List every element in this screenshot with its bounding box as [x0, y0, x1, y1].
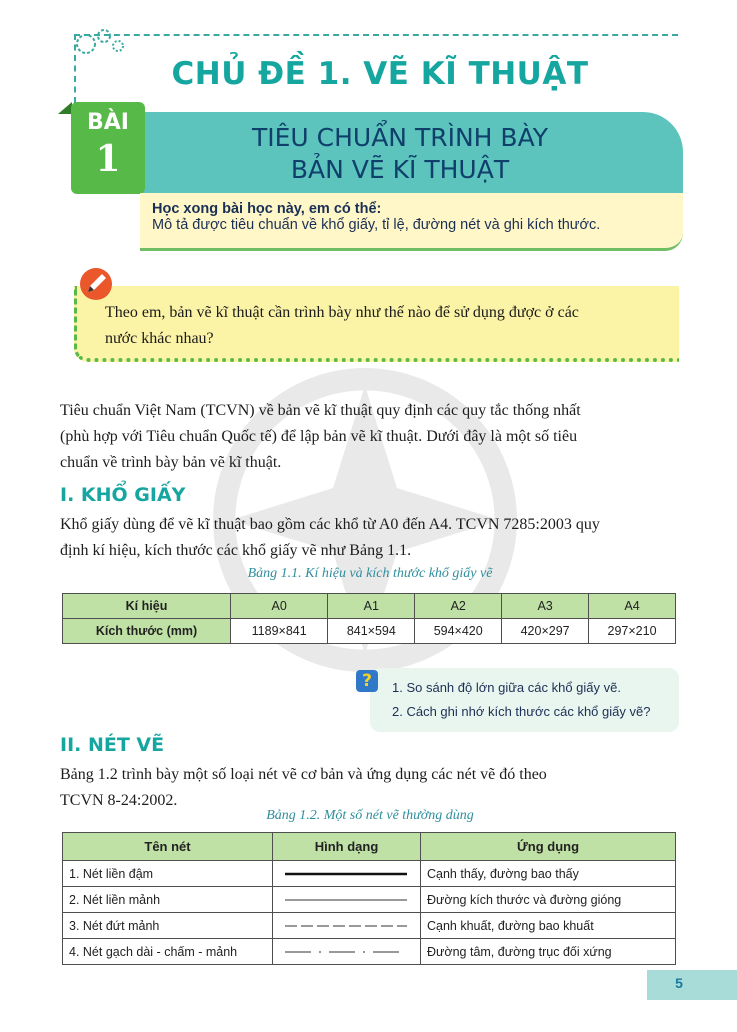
objectives-text: Mô tả được tiêu chuẩn về khổ giấy, tỉ lệ, đường nét và ghi kích thước.: [152, 217, 601, 233]
lesson-number: 1: [95, 138, 121, 180]
table-cell: 1189×841: [231, 619, 328, 644]
question-box: [74, 286, 679, 362]
objectives-heading: Học xong bài học này, em có thể:: [152, 201, 382, 217]
solid-thick-line-icon: [283, 870, 409, 878]
paper-size-table: [62, 593, 676, 644]
line-name: 4. Nét gạch dài - chấm - mảnh: [63, 939, 273, 965]
line-usage: Cạnh khuất, đường bao khuất: [421, 913, 676, 939]
lesson-title-line2: BẢN VẼ KĨ THUẬT: [290, 155, 510, 184]
discussion-questions-box: [370, 668, 679, 732]
table-cell: A0: [231, 594, 328, 619]
line-shape: [273, 887, 421, 913]
dash-dot-thin-line-icon: [283, 948, 409, 956]
table-row: [63, 619, 676, 644]
table-cell: 297×210: [589, 619, 676, 644]
line-name: 2. Nét liền mảnh: [63, 887, 273, 913]
section2-paragraph: [60, 762, 680, 814]
table-cell: A1: [328, 594, 415, 619]
intro-line2: (phù hợp với Tiêu chuẩn Quốc tế) để lập bản vẽ kĩ thuật. Dưới đây là một số tiêu: [60, 428, 578, 445]
table-cell: A2: [415, 594, 502, 619]
section2-line1: Bảng 1.2 trình bày một số loại nét vẽ cơ bản và ứng dụng các nét vẽ đó theo: [60, 766, 547, 783]
table2-caption: Bảng 1.2. Một số nét vẽ thường dùng: [266, 808, 474, 823]
line-name: 1. Nét liền đậm: [63, 861, 273, 887]
question-line1: Theo em, bản vẽ kĩ thuật cần trình bày như thế nào để sử dụng được ở các: [105, 304, 579, 321]
line-shape: [273, 913, 421, 939]
objectives-box: [140, 193, 683, 251]
table1-caption: Bảng 1.1. Kí hiệu và kích thước khổ giấy vẽ: [247, 566, 493, 581]
table-cell: 420×297: [502, 619, 589, 644]
table-header-row: [63, 833, 676, 861]
column-header: Hình dạng: [273, 833, 421, 861]
discussion-question-1: 1. So sánh độ lớn giữa các khổ giấy vẽ.: [392, 680, 621, 695]
line-shape: [273, 939, 421, 965]
table-cell: Kích thước (mm): [63, 619, 231, 644]
table-row: [63, 861, 676, 887]
line-types-table: [62, 832, 676, 965]
section1-line2: định kí hiệu, kích thước các khổ giấy vẽ như Bảng 1.1.: [60, 542, 412, 559]
pencil-icon: [78, 266, 114, 302]
dashed-thin-line-icon: [283, 922, 409, 930]
table-row: [63, 939, 676, 965]
question-mark-icon: ?: [356, 670, 378, 692]
intro-line1: Tiêu chuẩn Việt Nam (TCVN) về bản vẽ kĩ thuật quy định các quy tắc thống nhất: [60, 402, 581, 419]
column-header: Tên nét: [63, 833, 273, 861]
chapter-title: CHỦ ĐỀ 1. VẼ KĨ THUẬT: [171, 56, 589, 92]
line-usage: Đường kích thước và đường gióng: [421, 887, 676, 913]
section1-paragraph: [60, 512, 680, 564]
line-usage: Cạnh thấy, đường bao thấy: [421, 861, 676, 887]
lesson-title: [150, 122, 650, 186]
table-row: [63, 913, 676, 939]
table-cell: Kí hiệu: [63, 594, 231, 619]
question-line2: nước khác nhau?: [105, 330, 214, 347]
page-number: 5: [675, 975, 683, 991]
table-cell: 594×420: [415, 619, 502, 644]
column-header: Ứng dụng: [421, 833, 676, 861]
lesson-title-line1: TIÊU CHUẨN TRÌNH BÀY: [251, 123, 549, 152]
discussion-question-2: 2. Cách ghi nhớ kích thước các khổ giấy vẽ?: [392, 704, 651, 719]
line-usage: Đường tâm, đường trục đối xứng: [421, 939, 676, 965]
section2-heading: II. NÉT VẼ: [60, 734, 165, 756]
line-name: 3. Nét đứt mảnh: [63, 913, 273, 939]
intro-paragraph: [60, 398, 680, 476]
line-shape: [273, 861, 421, 887]
section1-line1: Khổ giấy dùng để vẽ kĩ thuật bao gồm các khổ từ A0 đến A4. TCVN 7285:2003 quy: [60, 516, 600, 533]
badge-fold: [58, 102, 72, 114]
table-row: [63, 887, 676, 913]
solid-thin-line-icon: [283, 896, 409, 904]
lesson-word: BÀI: [87, 110, 129, 135]
section2-line2: TCVN 8-24:2002.: [60, 792, 178, 809]
table-cell: A4: [589, 594, 676, 619]
intro-line3: chuẩn về trình bày bản vẽ kĩ thuật.: [60, 454, 282, 471]
section1-heading: I. KHỔ GIẤY: [60, 484, 186, 506]
table-row: [63, 594, 676, 619]
table-cell: A3: [502, 594, 589, 619]
table-cell: 841×594: [328, 619, 415, 644]
